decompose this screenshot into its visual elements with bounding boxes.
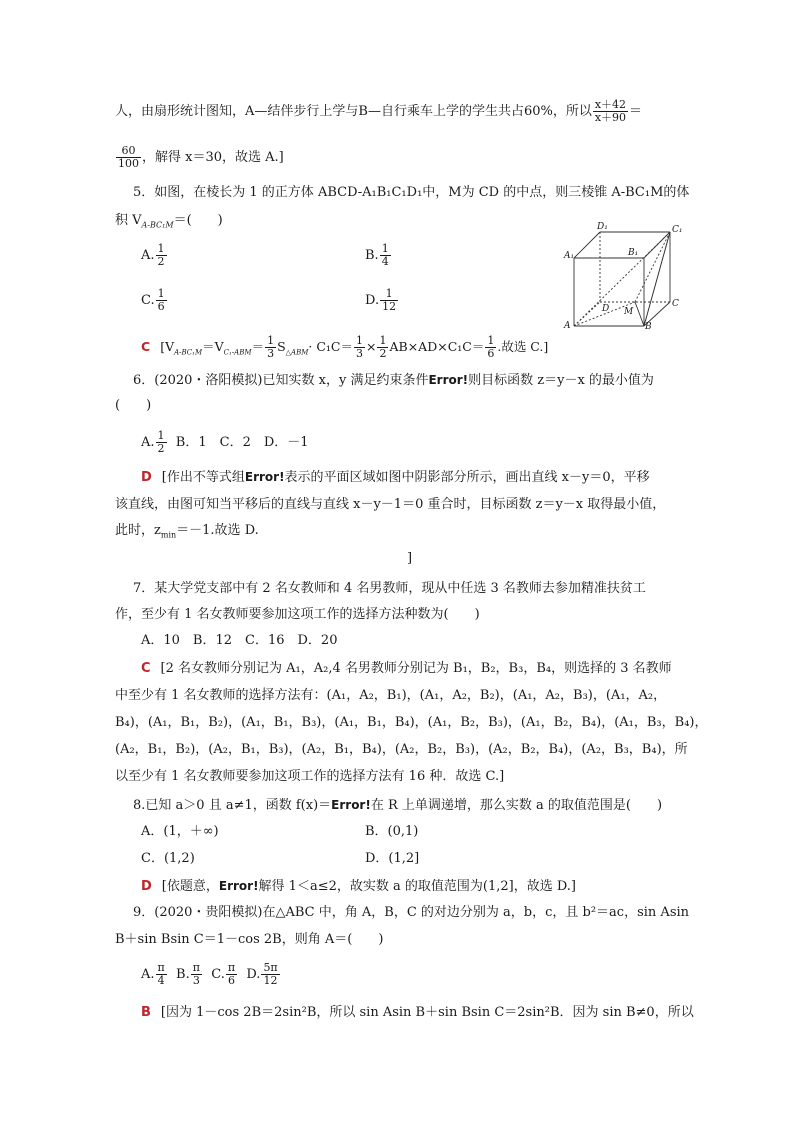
q5-stem-line-1: 5．如图，在棱长为 1 的正方体 ABCD-A₁B₁C₁D₁中，M为 CD 的中点，则三棱锥 A-BC₁M的体 <box>133 185 690 200</box>
q6-solution-close: ] <box>407 551 413 566</box>
fraction: $\frac{1}{2}$ <box>157 242 165 268</box>
fraction: $\frac{1}{2}$ <box>379 334 387 360</box>
label-d1: D₁ <box>597 222 608 232</box>
q5-option-a: A. $\frac{1}{2}$ <box>141 242 165 268</box>
fraction: $\frac{1}{12}$ <box>382 287 397 313</box>
edge-m-b <box>635 302 644 326</box>
label-a1: A₁ <box>564 251 575 261</box>
q6-solution-line-2: 该直线，由图可知当平移后的直线与直线 x－y－1＝0 重合时，目标函数 z＝y－x 取得最小值， <box>115 497 666 512</box>
q5-solution: C [$V_{A-BC_1M}=V_{C_1-ABM}=$ $\frac{1}{3}$ $S_{\triangle ABM}\cdot C_1C=$ $\frac{1}{3}$ × $\frac{1}{2}$ AB×AD×C₁C＝ $\frac{1}{6}$ .故选 C.] <box>141 334 549 360</box>
q5-option-c: C. $\frac{1}{6}$ <box>141 287 165 313</box>
q7-solution-line-4: (A₂，B₁，B₂)，(A₂，B₁，B₃)，(A₂，B₁，B₄)，(A₂，B₂，B₃)，(A₂，B₂，B₄)，(A₂，B₃，B₄)，所 <box>115 742 688 757</box>
edge <box>574 232 600 258</box>
answer-letter: B <box>141 1005 151 1020</box>
label-b1: B₁ <box>628 248 639 258</box>
q7-stem-line-2: 作，至少有 1 名女教师要参加这项工作的选择方法种数为( ) <box>115 607 480 622</box>
q9-stem-line-2: B＋sin Bsin C＝1－cos 2B，则角 A＝( ) <box>115 932 384 947</box>
q7-stem-line-1: 7．某大学党支部中有 2 名女教师和 4 名男教师，现从中任选 3 名教师去参加精准扶贫工 <box>133 581 646 596</box>
q9-options: A. $\frac{\pi}{4}$ B. $\frac{\pi}{3}$ C. $\frac{\pi}{6}$ D. $\frac{5\pi}{12}$ <box>141 961 278 987</box>
q8-option-d: D．(1,2] <box>365 851 420 866</box>
edge-m-c1 <box>635 232 670 302</box>
q6-stem-line-2: ( ) <box>115 398 152 413</box>
q5-option-d: D. $\frac{1}{12}$ <box>365 287 397 313</box>
edge-b-c1 <box>644 232 670 326</box>
fraction: $\frac{1}{2}$ <box>157 429 165 455</box>
q8-solution: D [依题意，Error!解得 1＜a≤2，故实数 a 的取值范围为(1,2]，故选 D.] <box>141 879 576 894</box>
q5-option-b: B. $\frac{1}{4}$ <box>365 242 389 268</box>
intro-line-2: $\frac{60}{100}$ ，解得 x＝30，故选 A.] <box>118 144 284 170</box>
q9-stem-line-1: 9．(2020・贵阳模拟)在△ABC 中，角 A，B，C 的对边分别为 a，b，c，且 b²＝ac，sin Asin <box>133 905 690 920</box>
fraction: $\frac{x+42}{x+90}$ <box>594 98 627 124</box>
q7-options: A．10 B．12 C．16 D．20 <box>141 633 338 648</box>
fraction: $\frac{60}{100}$ <box>118 144 139 170</box>
q6-options: A. $\frac{1}{2}$ B．1 C．2 D．－1 <box>141 429 309 455</box>
q7-solution-line-3: B₄)，(A₁，B₁，B₂)，(A₁，B₁，B₃)，(A₁，B₁，B₄)，(A₁，B₂，B₃)，(A₁，B₂，B₄)，(A₁，B₃，B₄)， <box>115 715 708 730</box>
answer-letter: D <box>141 879 152 894</box>
q8-stem: 8.已知 a＞0 且 a≠1，函数 f(x)＝Error!在 R 上单调递增，那么实数 a 的取值范围是( ) <box>133 798 663 813</box>
label-b: B <box>645 322 652 332</box>
fraction: $\frac{1}{4}$ <box>381 242 389 268</box>
answer-letter: C <box>141 339 151 354</box>
q7-solution-line-5: 以至少有 1 名女教师要参加这项工作的选择方法有 16 种．故选 C.] <box>115 769 505 784</box>
label-m: M <box>624 307 634 317</box>
fraction: $\frac{1}{3}$ <box>267 334 275 360</box>
fraction: $\frac{\pi}{6}$ <box>227 961 236 987</box>
q8-option-a: A．(1，＋∞) <box>141 824 219 839</box>
q7-solution-line-1: C [2 名女教师分别记为 A₁，A₂,4 名男教师分别记为 B₁，B₂，B₃，B₄，则选择的 3 名教师 <box>141 661 672 676</box>
fraction: $\frac{\pi}{3}$ <box>192 961 200 987</box>
answer-letter: D <box>141 470 152 485</box>
label-c1: C₁ <box>672 225 682 235</box>
q6-solution-line-1: D [作出不等式组Error!表示的平面区域如图中阴影部分所示，画出直线 x－y＝0，平移 <box>141 470 650 485</box>
q8-option-c: C．(1,2) <box>141 851 195 866</box>
fraction: $\frac{1}{6}$ <box>487 334 495 360</box>
q6-solution-line-3: 此时，$z_{min}=-1$.故选 D. <box>115 523 259 540</box>
q7-solution-line-2: 中至少有 1 名女教师的选择方法有：(A₁，A₂，B₁)，(A₁，A₂，B₂)，(A₁，A₂，B₃)，(A₁，A₂， <box>115 688 667 703</box>
fraction: $\frac{1}{6}$ <box>157 287 165 313</box>
fraction: $\frac{\pi}{4}$ <box>157 961 165 987</box>
label-d: D <box>602 304 610 314</box>
q6-stem-line-1: 6．(2020・洛阳模拟)已知实数 x，y 满足约束条件Error!则目标函数 z＝y－x 的最小值为 <box>133 373 654 388</box>
label-c: C <box>672 299 679 309</box>
fraction: $\frac{1}{3}$ <box>356 334 363 360</box>
label-a: A <box>564 321 571 331</box>
q9-solution-line-1: B [因为 1－cos 2B＝2sin²B，所以 sin Asin B＋sin Bsin C＝2sin²B．因为 sin B≠0，所以 <box>141 1005 694 1020</box>
cube-figure <box>562 222 682 332</box>
answer-letter: C <box>141 661 151 676</box>
fraction: $\frac{5\pi}{12}$ <box>263 961 278 987</box>
intro-line-1: 人，由扇形统计图知，A—结伴步行上学与B—自行乘车上学的学生共占60%，所以 $\frac{x+42}{x+90}$ ＝ <box>115 98 643 124</box>
q5-stem-line-2: 积 $V_{A-BC_1M}=$( ) <box>115 213 223 230</box>
q8-option-b: B．(0,1) <box>365 824 419 839</box>
